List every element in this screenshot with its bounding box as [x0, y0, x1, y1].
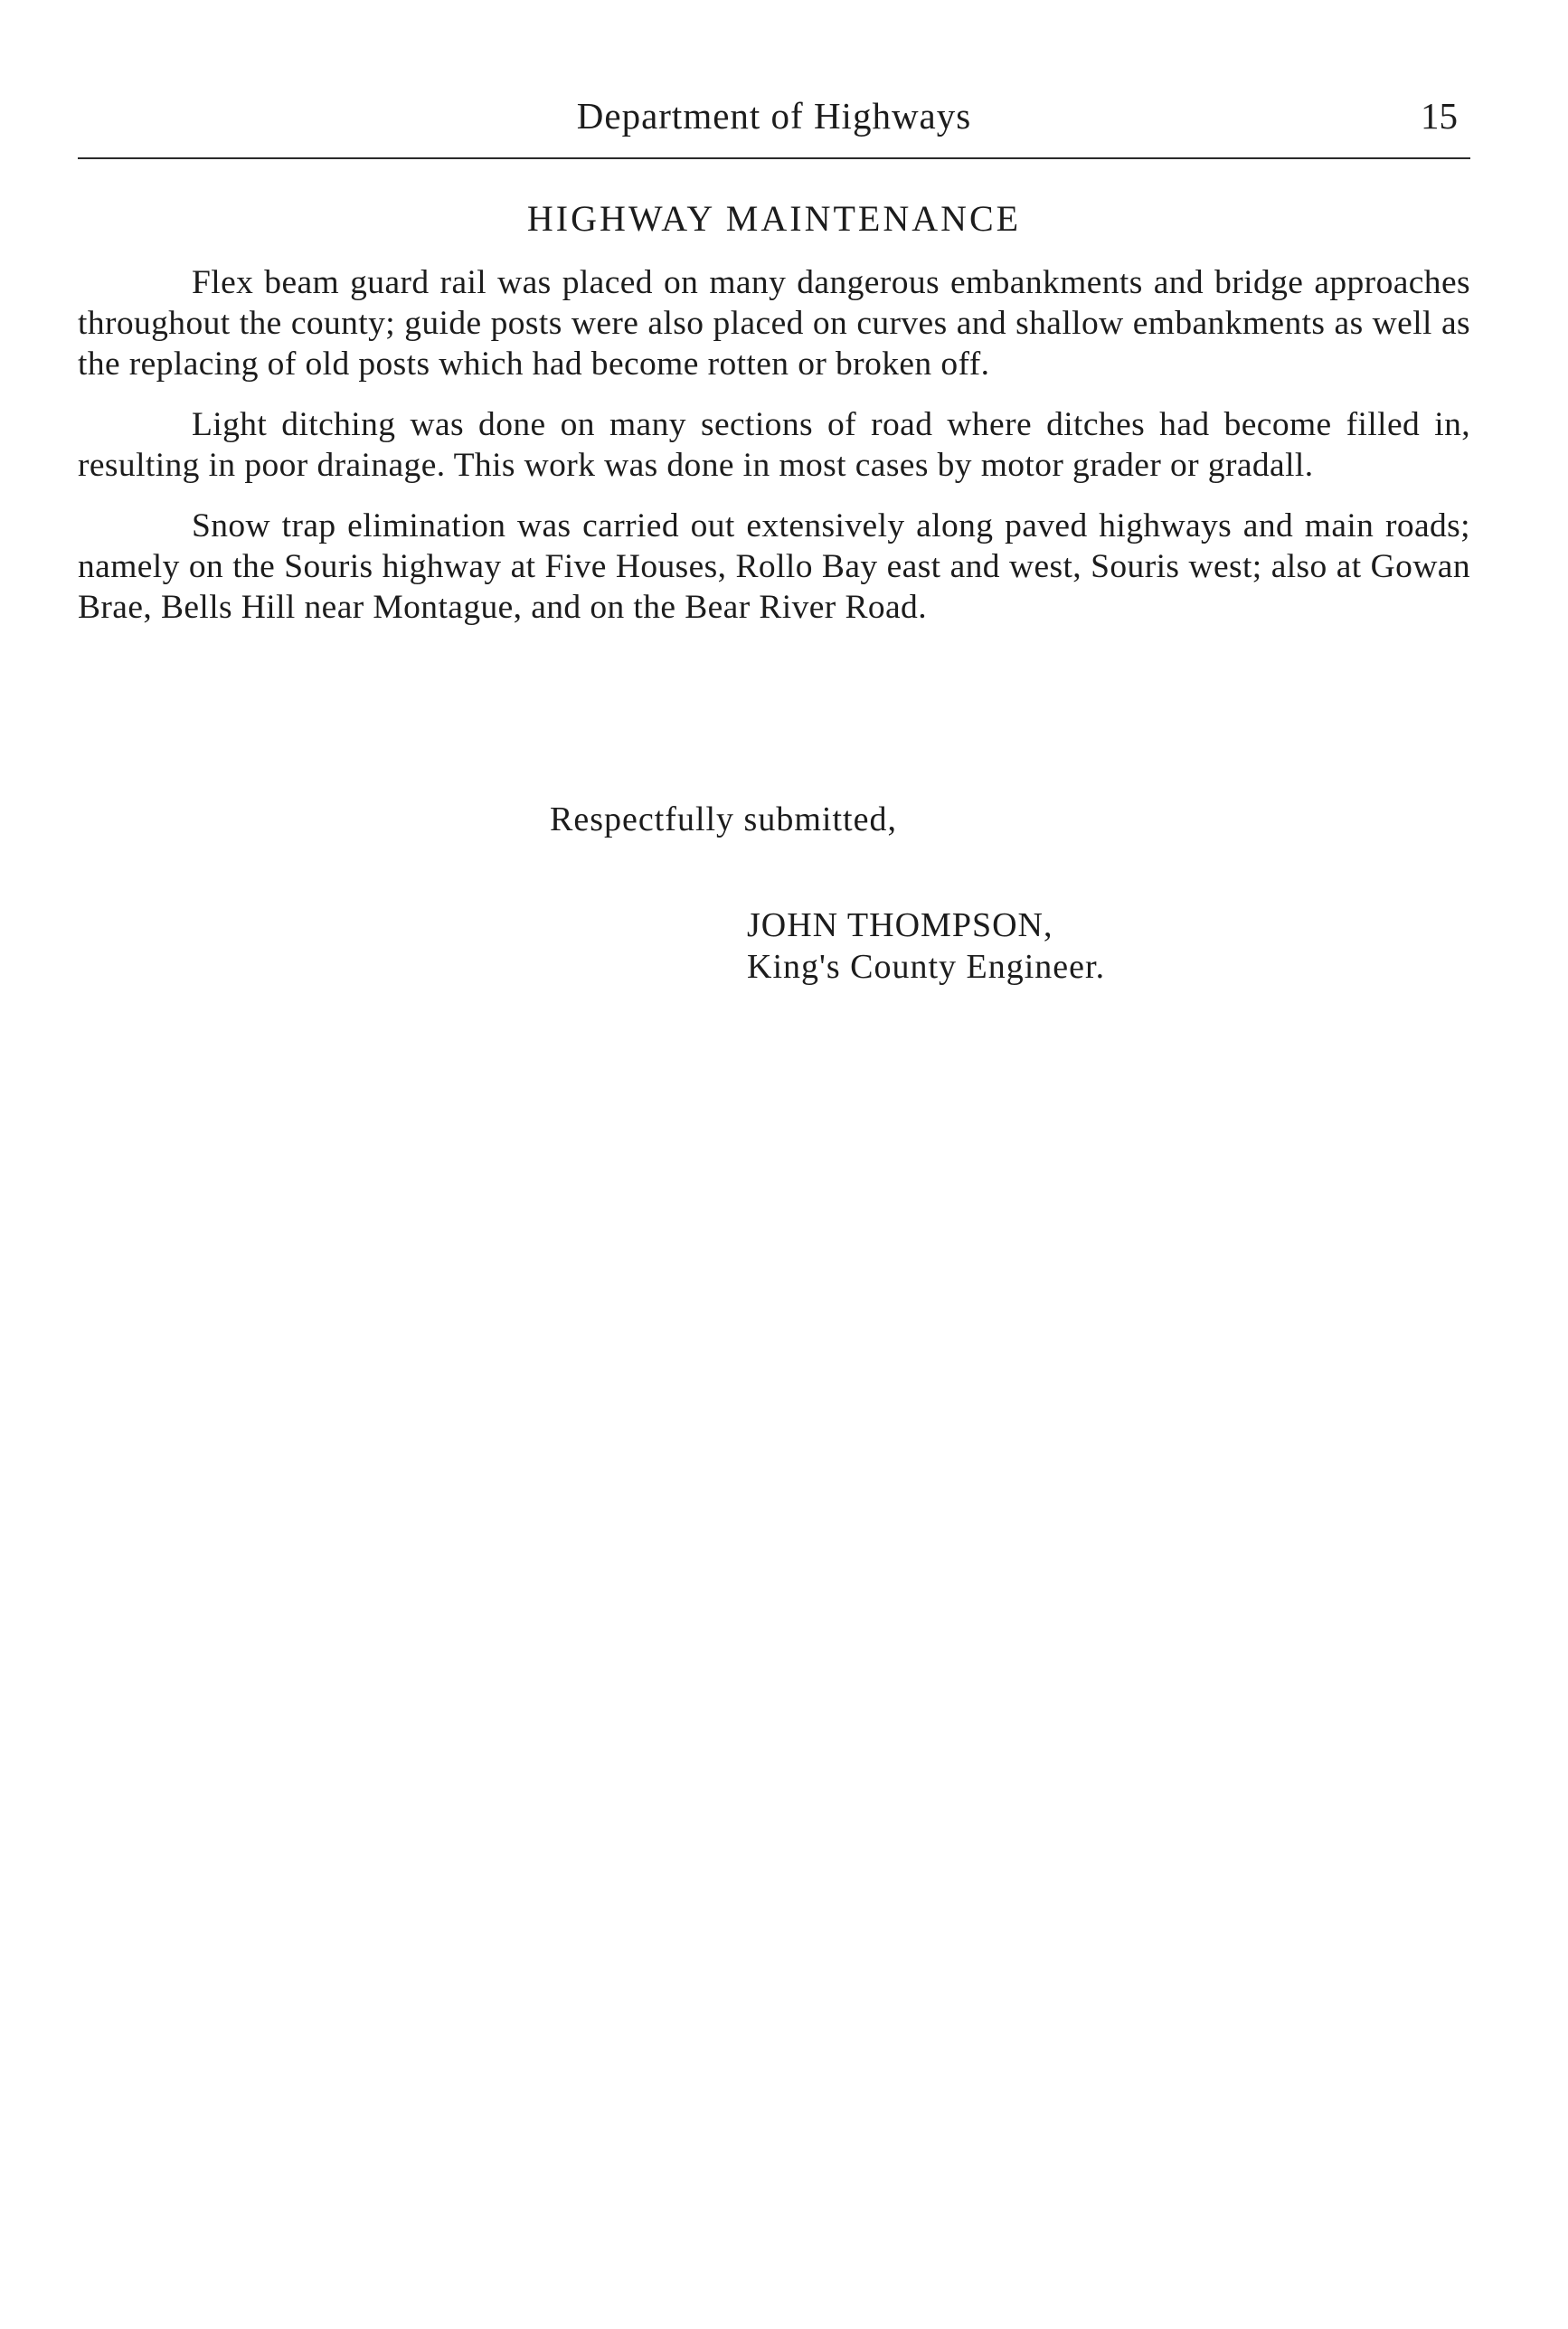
running-head [78, 94, 1470, 148]
signature-block [747, 904, 1105, 988]
running-title: Department of Highways [576, 95, 972, 137]
page-number: 15 [1421, 95, 1458, 137]
section-title: HIGHWAY MAINTENANCE [526, 198, 1022, 239]
paragraph-snow-trap: Snow trap elimination was carried out extensively along paved highways and main roads; namely on the Souris highway at Five Houses, Rollo Bay east and west, Souris west; also at Gowan Brae, Bells Hill near Montague, and on the Bear River Road. [78, 507, 1470, 626]
body-text [78, 262, 1470, 648]
signature-name: JOHN THOMPSON, [747, 906, 1053, 944]
paragraph-guard-rail: Flex beam guard rail was placed on many dangerous embankments and bridge approaches throughout the county; guide posts were also placed on curves and shallow embankments as well as the replacing of old posts which had become rotten or broken off. [78, 264, 1470, 383]
header-rule [78, 157, 1470, 159]
signature-closing: Respectfully submitted, [550, 800, 897, 838]
paragraph-ditching: Light ditching was done on many sections of road where ditches had become filled in, resulting in poor drainage. This work was done in most cases by motor grader or gradall. [78, 406, 1470, 484]
signature-title: King's County Engineer. [747, 948, 1106, 986]
